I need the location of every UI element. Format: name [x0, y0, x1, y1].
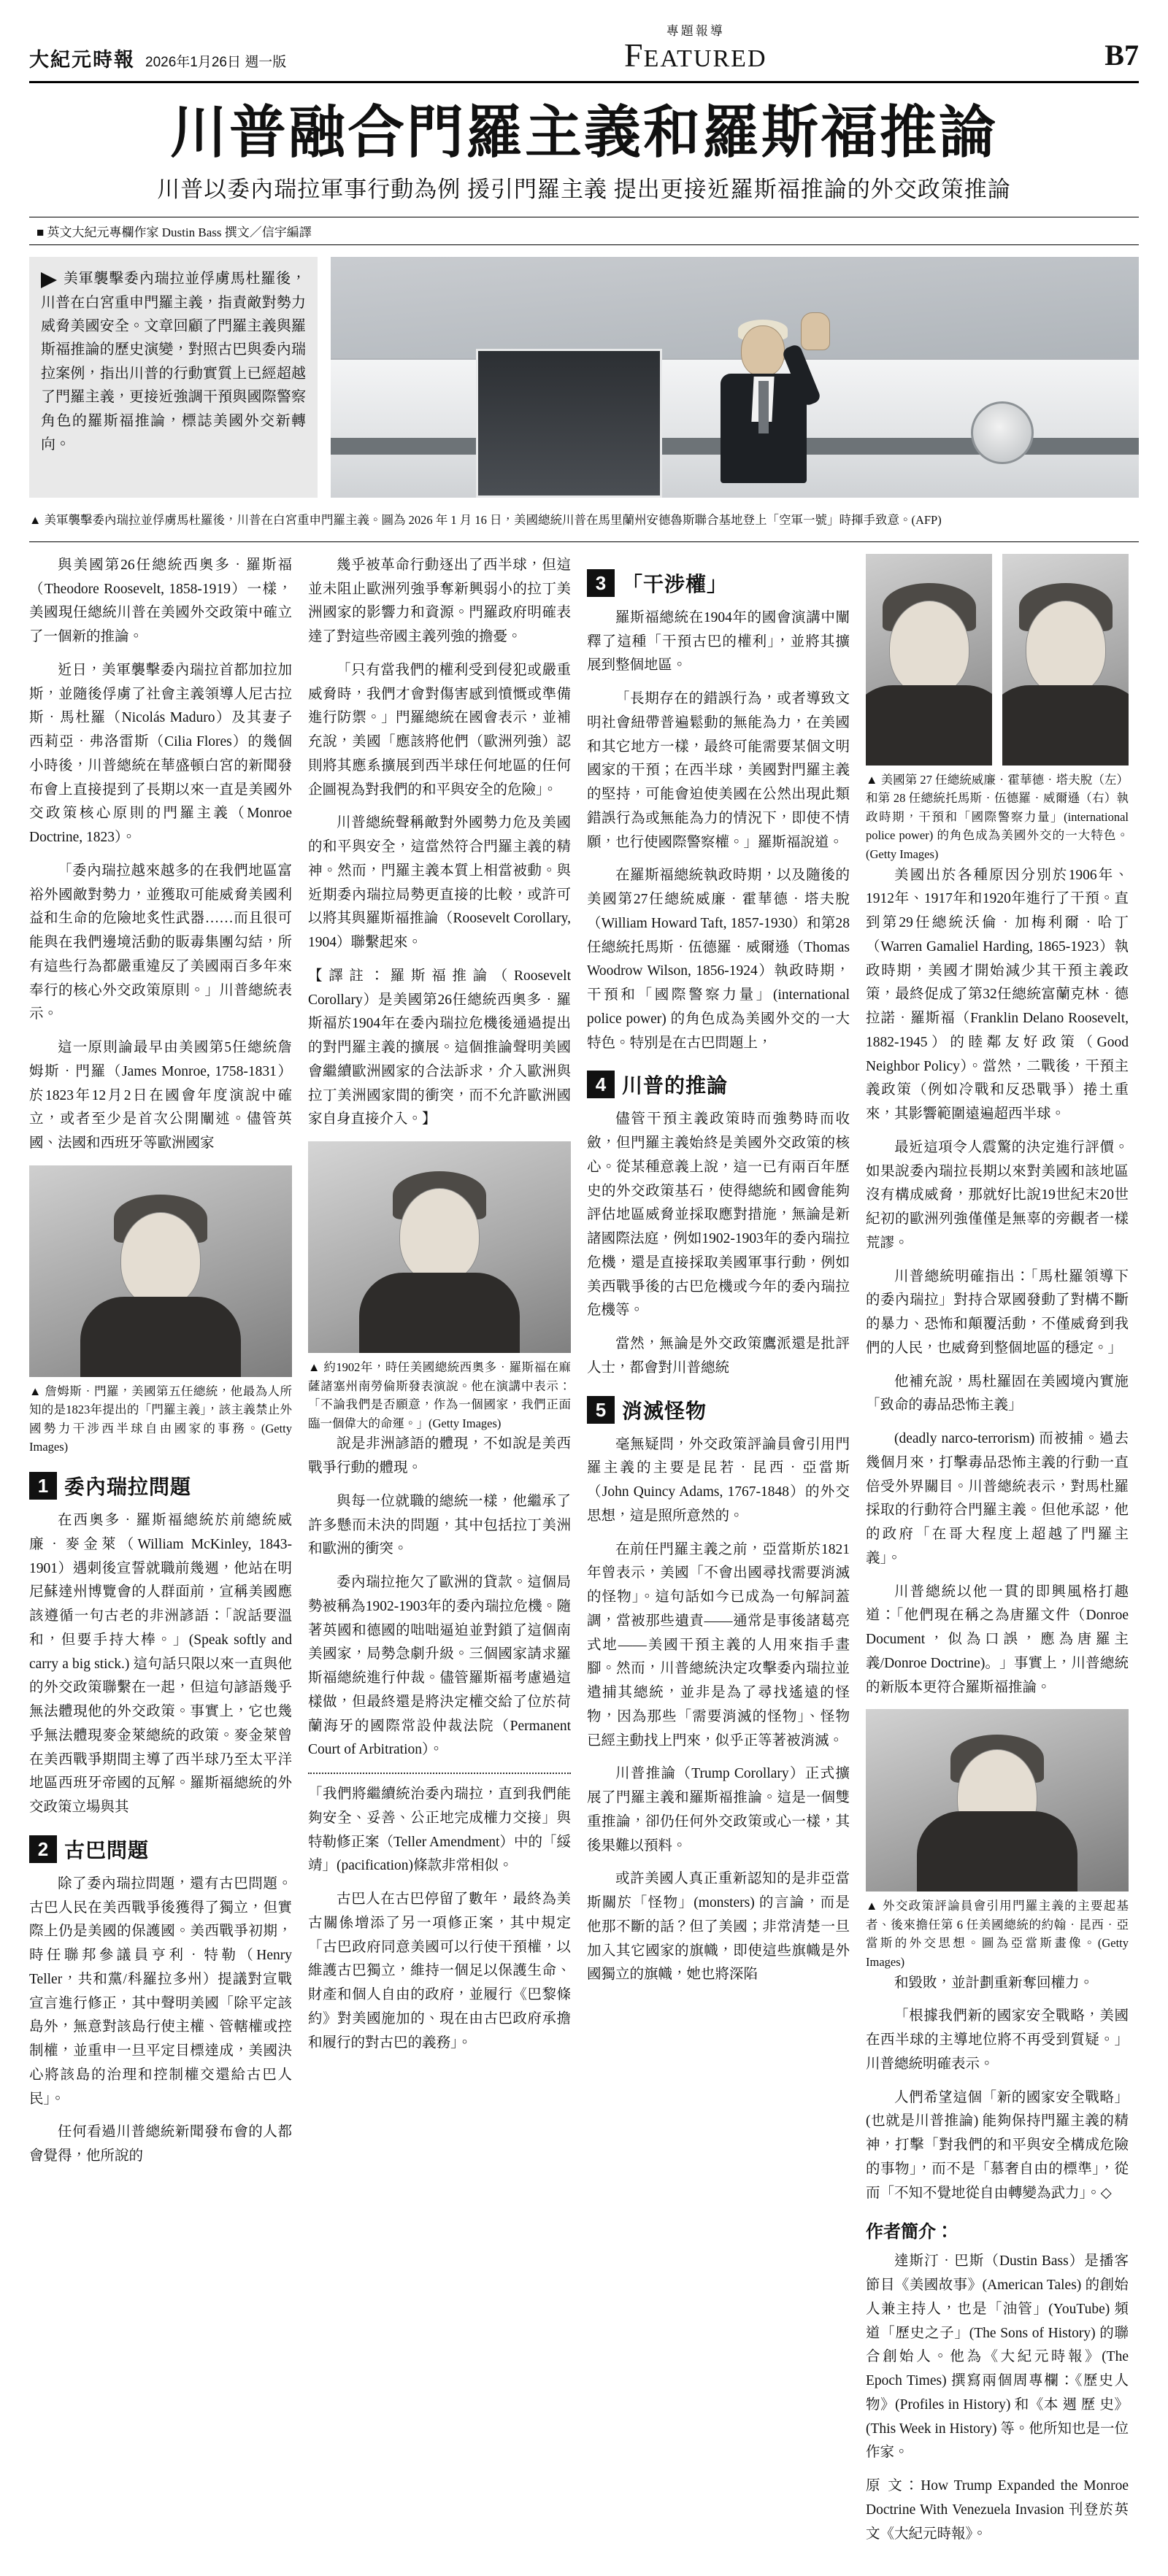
paragraph: 「委內瑞拉越來越多的在我們地區富裕外國敵對勢力，並獲取可能威脅美國利益和生命的危險地炙性武器……而且很可能與在我們邊境活動的販毒集團勾結，所有這些行為都嚴重違反了美國兩百多年來奉行的核心外交政策原則。」川普總統表示。 [29, 863, 292, 1022]
byline-text: ■ 英文大紀元專欄作家 Dustin Bass 撰文／信宇編譯 [36, 225, 312, 240]
person-figure [710, 301, 820, 484]
portrait-face [120, 1212, 201, 1307]
paragraph: 和毀敗，並計劃重新奪回權力。 [894, 1975, 1094, 1991]
portrait-body [866, 685, 992, 766]
section-heading-5 [587, 1395, 850, 1424]
paragraph: 最近這項令人震驚的決定進行評價。如果說委內瑞拉長期以來對美國和該地區沒有構成威脅，那就好比說19世紀末20世紀初的歐洲列強僅僅是無辜的旁觀者一樣荒謬。 [866, 1139, 1129, 1251]
paragraph: 他補充說，馬杜羅固在美國境內實施「致命的毒品恐怖主義」 [866, 1373, 1129, 1414]
portrait-photo-taft [866, 554, 992, 766]
column-3 [587, 554, 850, 2556]
section-title: 川普的推論 [622, 1075, 729, 1098]
publication-date: 2026年1月26日 週一版 [145, 55, 287, 70]
masthead-left [29, 44, 286, 72]
person-waving-hand [801, 312, 830, 350]
paragraph: 美國出於各種原因分別於1906年、1912年、1917年和1920年進行了干預。直到第29任總統沃倫‧加梅利爾‧哈丁（Warren Gamaliel Harding, 1865-1923）執政時期，美國才開始減少其干預主義政策，最終促成了第32任總統富蘭克林‧德拉諾‧羅斯福（Franklin Delano Roosevelt, 1882-1945）的睦鄰友好政策（Good Neighbor Policy）。當然，二戰後，干預主義政策（例如冷戰和反恐戰爭）捲土重來，其影響範圍遠遍超西半球。 [866, 867, 1129, 1122]
paragraph: 儘管干預主義政策時而強勢時而收斂，但門羅主義始終是美國外交政策的核心。從某種意義上說，這一已有兩百年歷史的外交政策基石，使得總統和國會能夠評估地區威脅並採取應對措施，無論是新諸國際法庭，例如1902-1903年的委內瑞拉危機，還是直接採取美國軍事行動，例如美西戰爭後的古巴危機或今年的委內瑞拉危機等。 [587, 1111, 850, 1319]
lead-summary-text: 美軍襲擊委內瑞拉並俘虜馬杜羅後，川普在白宮重申門羅主義，指責敵對勢力威脅美國安全。文章回顧了門羅主義與羅斯福推論的歷史演變，對照古巴與委內瑞拉案例，指出川普的行動實質上已經超越了門羅主義，更接近強調干預與國際警察角色的羅斯福推論，標誌美國外交新轉向。 [41, 271, 306, 452]
section-heading-4 [587, 1070, 850, 1099]
original-source-note: 原 文：How Trump Expanded the Monroe Doctrine With Venezuela Invasion 刊登於英文《大紀元時報》。 [866, 2478, 1129, 2542]
section-word: EATURED [643, 45, 767, 72]
portrait-face [399, 1188, 480, 1283]
paragraph: 委內瑞拉拖欠了歐洲的貸款。這個局勢被稱為1902-1903年的委內瑞拉危機。隨著英國和德國的咄咄逼迫並對鎖了這個南美國家，局勢急劇升級。三個國家請求羅斯福總統進行仲裁。儘管羅斯福考慮過這樣做，但最終還是將決定權交給了位於荷蘭海牙的國際常設仲裁法院（Permanent Court of Arbitration）。 [308, 1575, 571, 1758]
lead-block [29, 257, 1139, 498]
photo-caption: ▲ 詹姆斯‧門羅，美國第五任總統，他最為人所知的是1823年提出的「門羅主義」，該主義禁止外國勢力干涉西半球自由國家的事務。(Getty Images) [29, 1384, 292, 1454]
paragraph: 羅斯福總統在1904年的國會演講中闡釋了這種「干預古巴的權利」，並將其擴展到整個地區。 [587, 609, 850, 674]
paragraph: 川普推論（Trump Corollary）正式擴展了門羅主義和羅斯福推論。這是一個雙重推論，卻仍任何外交政策或心一樣，其後果難以預料。 [587, 1766, 850, 1854]
section-title-group [624, 36, 767, 74]
portrait-face [1026, 601, 1106, 695]
section-number: 4 [587, 1071, 615, 1098]
author-bio [866, 2217, 1129, 2546]
page-number: B7 [1104, 39, 1139, 72]
paragraph: 川普總統以他一貫的即興風格打趣道：「他們現在稱之為唐羅文件（Donroe Document，似為口誤，應為唐羅主義/Donroe Doctrine)。」事實上，川普總統的新版本更符合羅斯福推論。 [866, 1584, 1129, 1695]
column-1 [29, 554, 292, 2556]
photo-caption: ▲ 外交政策評論員會引用門羅主義的主要起基者、後來擔任第 6 任美國總統的約翰‧昆西‧亞當斯的外交思想。圖為亞當斯畫像。(Getty Images) [866, 1899, 1129, 1970]
masthead [29, 25, 1139, 77]
section-heading-2 [29, 1835, 292, 1864]
section-title: 古巴問題 [64, 1839, 150, 1862]
paragraph: 古巴人在古巴停留了數年，最終為美古關係增添了另一項修正案，其中規定「古巴政府同意美國可以行使干預權，以維護古巴獨立，維持一個足以保護生命、財產和個人自由的政府，並履行《巴黎條約》對美國施加的、現在由古巴政府承擔和履行的對古巴的義務」。 [308, 1891, 571, 2051]
section-heading-1 [29, 1471, 292, 1500]
presidential-seal-icon [971, 401, 1034, 464]
masthead-rule [29, 81, 1139, 83]
portrait-photo-monroe [29, 1165, 292, 1377]
paragraph: (deadly narco-terrorism) 而被捕。過去幾個月來，打擊毒品恐怖主義的行動一直倍受外界關目。川普總統表示，對馬杜羅採取的行動符合門羅主義。但他承認，他的政府「在哥大程度上超越了門羅主義」。 [866, 1431, 1129, 1566]
paragraph: 達斯汀‧巴斯（Dustin Bass）是播客節目《美國故事》(American Tales) 的創始人兼主持人，也是「油管」(YouTube) 頻道「歷史之子」(The Sons of History) 的聯合創始人。他為《大紀元時報》(The Epoch Times) 撰寫兩個周專欄：《歷史人物》(Profiles in History) 和《本 週 歷 史》(This Week in History) 等。他所知也是一位作家。 [866, 2253, 1129, 2461]
photo-caption: ▲ 約1902年，時任美國總統西奧多‧羅斯福在麻薩諸塞州南勞倫斯發表演說。他在演講中表示：「不論我們是否願意，作為一個國家，我們正面臨一個偉大的命運。」(Getty Images) [308, 1360, 571, 1430]
paragraph: 當然，無論是外交政策鷹派還是批評人士，都會對川普總統 [587, 1336, 850, 1376]
section-banner [624, 25, 766, 72]
section-title: 委內瑞拉問題 [64, 1476, 192, 1500]
paragraph: 近日，美軍襲擊委內瑞拉首都加拉加斯，並隨後俘虜了社會主義領導人尼古拉斯‧馬杜羅（Nicolás Maduro）及其妻子西莉亞‧弗洛雷斯（Cilia Flores）的幾個小時後，川普總統在華盛頓白宮的新聞發布會上直接提到了長期以來一直是美國外交政策核心原則的門羅主義（Monroe Doctrine, 1823）。 [29, 662, 292, 846]
paragraph: 任何看過川普總統新聞發布會的人都會覺得，他所說的 [29, 2124, 292, 2164]
paragraph: 或許美國人真正重新認知的是非亞當斯關於「怪物」(monsters) 的言論，而是他那不斷的話？但了美國；非常清楚一旦加入其它國家的旗幟，即使這些旗幟是外國獨立的旗幟，她也將深陷 [587, 1871, 850, 1983]
person-tie [758, 381, 769, 433]
author-bio-title: 作者簡介： [866, 2223, 953, 2243]
paragraph: 除了委內瑞拉問題，還有古巴問題。古巴人民在美西戰爭後獲得了獨立，但實際上仍是美國的保護國。美西戰爭初期，時任聯邦參議員亨利‧特勒（Henry Teller，共和黨/科羅拉多州）提議對宣戰宣言進行修正，其中聲明美國「除平定該島外，無意對該島行使主權、管轄權或控制權，並重申一旦平定目標達成，美國決心將該島的治理和控制權交還給古巴人民」。 [29, 1875, 292, 2107]
arrow-icon [41, 272, 57, 288]
paragraph: 與美國第26任總統西奧多‧羅斯福（Theodore Roosevelt, 1858-1919）一樣，美國現任總統川普在美國外交政策中確立了一個新的推論。 [29, 557, 292, 645]
section-title: 「干涉權」 [622, 573, 729, 596]
page-title: 川普融合門羅主義和羅斯福推論 [169, 101, 998, 164]
content-divider [29, 541, 1139, 542]
column-2 [308, 554, 571, 2556]
portrait-photo-roosevelt [308, 1141, 571, 1353]
paragraph: 「根據我們新的國家安全戰略，美國在西半球的主導地位將不再受到質疑。」川普總統明確表示。 [866, 2008, 1129, 2072]
section-number: 1 [29, 1472, 57, 1500]
paragraph: 幾乎被革命行動逐出了西半球，但這並未阻止歐洲列強爭奪新興弱小的拉丁美洲國家的影響力和資源。門羅政府明確表達了對這些帝國主義列強的擔憂。 [308, 557, 571, 645]
section-number: 5 [587, 1396, 615, 1424]
paragraph: 「我們將繼續統治委內瑞拉，直到我們能夠安全、妥善、公正地完成權力交接」與特勒修正案（Teller Amendment）中的「綏靖」(pacification)條款非常相似。 [308, 1786, 571, 1874]
section-heading-3 [587, 568, 850, 598]
section-number: 3 [587, 569, 615, 597]
paragraph: 「只有當我們的權利受到侵犯或嚴重威脅時，我們才會對傷害感到憤慨或準備進行防禦。」門羅總統在國會表示，並補充說，美國「應該將他們（歐洲列強）認則將其應系擴展到西半球任何地區的任何企圖視為對我們的和平與安全的危險」。 [308, 662, 571, 798]
paragraph: 「長期存在的錯誤行為，或者導致文明社會紐帶普遍鬆動的無能為力，在美國和其它地方一樣，最終可能需要某個文明國家的干預；在西半球，美國對門羅主義的堅持，可能會迫使美國在公然出現此類錯誤行為或無能為力的情況下，即使不情願，也行使國際警察權。」羅斯福說道。 [587, 691, 850, 850]
paragraph: 在西奧多‧羅斯福總統於前總統威廉‧麥金萊（William McKinley, 1843-1901）遇刺後宣誓就職前幾週，他站在明尼蘇達州博覽會的人群面前，宣稱美國應該遵循一句古老的非洲諺語：「說話要溫和，但要手持大棒。」(Speak softly and carry a big stick.) 這句話只限以來一直與他的外交政策聯繫在一起，但這句諺語幾乎無法體現他的外交政策。事實上，它也幾乎無法體現麥金萊總統的政策。麥金萊曾在美西戰爭期間主導了西半球乃至太平洋地區西班牙帝國的瓦解。羅斯福總統的外交政策立場與其 [29, 1513, 292, 1816]
portrait-photo-wilson [1002, 554, 1129, 766]
airplane-door [476, 349, 662, 498]
portrait-photo-adams [866, 1709, 1129, 1891]
portrait-body [80, 1297, 241, 1377]
byline [29, 217, 1139, 245]
dotted-divider [308, 1773, 571, 1774]
paragraph: 川普總統聲稱敵對外國勢力危及美國的和平與安全，這當然符合門羅主義的精神。然而，門羅主義本質上相當被動。與近期委內瑞拉局勢更直接的比較，或許可以將其與羅斯福推論（Roosevelt Corollary, 1904）聯繫起來。 [308, 815, 571, 951]
lead-summary [29, 257, 318, 498]
main-photo-caption: ▲ 美軍襲擊委內瑞拉並俘虜馬杜羅後，川普在白宮重申門羅主義。圖為 2026 年 1 月 16 日，美國總統川普在馬里蘭州安德魯斯聯合基地登上「空軍一號」時揮手致意。(AFP) [29, 513, 942, 528]
portrait-body [359, 1273, 520, 1353]
page-subtitle: 川普以委內瑞拉軍事行動為例 援引門羅主義 提出更接近羅斯福推論的外交政策推論 [157, 177, 1011, 203]
paragraph: 人們希望這個「新的國家安全戰略」(也就是川普推論) 能夠保持門羅主義的精神，打擊「對我們的和平與安全構成危險的事物」，而不是「慕奢自由的標準」，從而「不知不覺地從自由轉變為武力」。◇ [866, 2089, 1129, 2201]
translator-note: 【譯註：羅斯福推論（Roosevelt Corollary）是美國第26任總統西奧多‧羅斯福於1904年在委內瑞拉危機後通過提出的對門羅主義的擴展。這個推論聲明美國會繼續歐洲國家的合法訴求，介入歐洲與拉丁美洲國家間的衝突，而不允許歐洲國家自身直接介入。】 [308, 968, 571, 1127]
portrait-face [889, 601, 969, 695]
paragraph: 川普總統明確指出：「馬杜羅領導下的委內瑞拉」對持合眾國發動了對構不斷的暴力、恐怖和顛覆活動，不僅威脅到我們的人民，也威脅到整個地區的穩定。」 [866, 1268, 1129, 1356]
article-columns [29, 554, 1139, 2556]
paragraph: 與每一位就職的總統一樣，他繼承了許多懸而未決的問題，其中包括拉丁美洲和歐洲的衝突。 [308, 1493, 571, 1557]
section-initial: F [624, 36, 644, 74]
section-subtitle: 專題報導 [666, 24, 725, 38]
section-number: 2 [29, 1835, 57, 1863]
portrait-body [917, 1811, 1077, 1891]
dual-portrait-photo [866, 554, 1129, 766]
paragraph: 說是非洲諺語的體現，不如說是美西戰爭行動的體現。 [308, 1436, 571, 1476]
paragraph: 這一原則論最早由美國第5任總統詹姆斯‧門羅（James Monroe, 1758-1831）於1823年12月2日在國會年度演說中確立，或者至少是首次公開闡述。儘管英國、法國和西班牙等歐洲國家 [29, 1040, 292, 1152]
paragraph: 在羅斯福總統執政時期，以及隨後的美國第27任總統威廉‧霍華德‧塔夫脫（William Howard Taft, 1857-1930）和第28任總統托馬斯‧伍德羅‧威爾遜（Thomas Woodrow Wilson, 1856-1924）執政時期，干預和「國際警察力量」(international police power) 的角色成為美國外交的一大特色。特別是在古巴問題上， [587, 868, 850, 1051]
person-head [741, 325, 785, 377]
main-photo [331, 257, 1139, 498]
column-4 [866, 554, 1129, 2556]
section-title: 消滅怪物 [622, 1400, 707, 1423]
photo-caption: ▲ 美國第 27 任總統威廉‧霍華德‧塔夫脫（左）和第 28 任總統托馬斯‧伍德羅‧威爾遜（右）執政時期，干預和「國際警察力量」(international police power) 的角色成為美國外交的一大特色。(Getty Images) [866, 772, 1129, 862]
portrait-body [1002, 685, 1129, 766]
paragraph: 在前任門羅主義之前，亞當斯於1821年曾表示，美國「不會出國尋找需要消滅的怪物」。這句話如今已成為一句解詞蓋調，當被那些遺責——通常是事後諸葛亮式地——美國干預主義的人用來指手畫腳。然而，川普總統決定攻擊委內瑞拉並遣捕其總統，並非是為了尋找遙遠的怪物，因為那些「需要消滅的怪物」、怪物已經主動找上門來，似乎正等著被消滅。 [587, 1541, 850, 1748]
publication-logo: 大紀元時報 [29, 49, 135, 71]
paragraph: 毫無疑問，外交政策評論員會引用門羅主義的主要是昆若‧昆西‧亞當斯（John Quincy Adams, 1767-1848）的外交思想，這是照所意然的。 [587, 1436, 850, 1524]
